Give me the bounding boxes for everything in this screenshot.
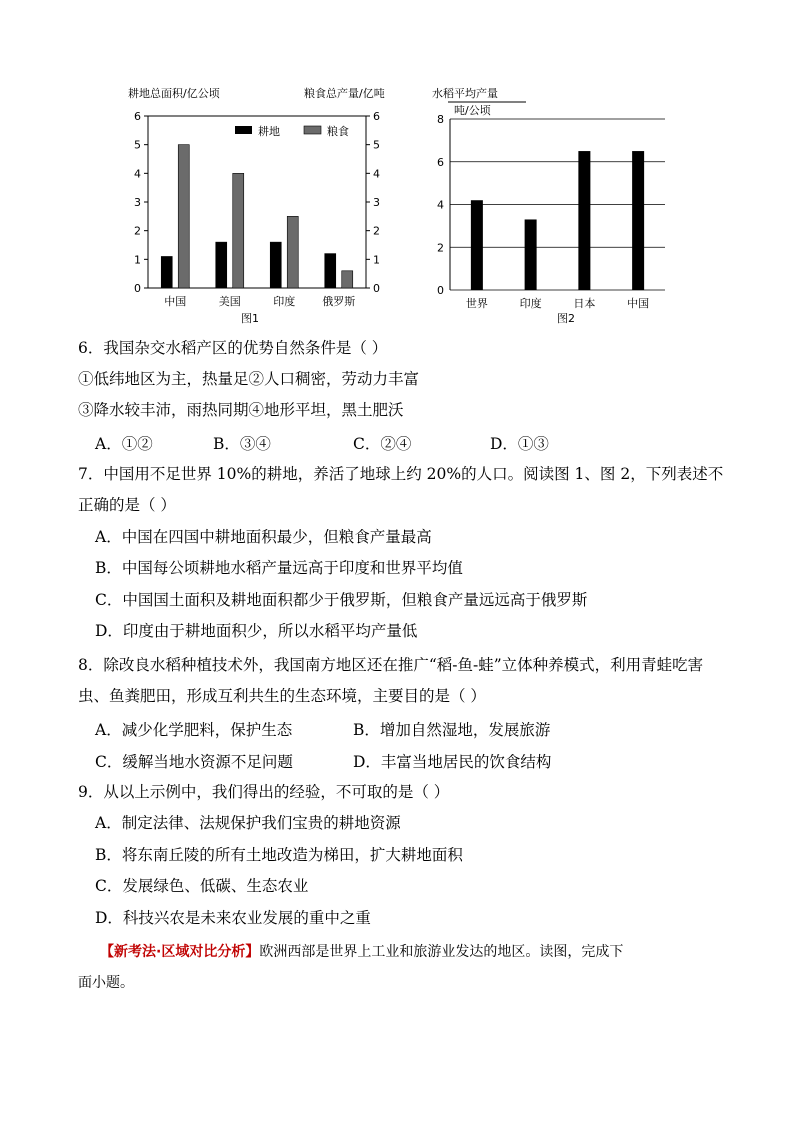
question-7-option-a: A．中国在四国中耕地面积最少，但粮食产量最高 — [95, 528, 432, 546]
category-label: 俄罗斯 — [322, 295, 356, 308]
left-axis-title: 耕地总面积/亿公顷 — [128, 87, 220, 100]
left-tick-label: 4 — [134, 167, 141, 181]
figure-caption-1: 图1 — [241, 312, 259, 325]
question-6-option-d: D．①③ — [490, 435, 549, 453]
left-tick-label: 2 — [134, 224, 141, 238]
y-tick-label: 8 — [437, 113, 444, 126]
section-tag: 【新考法·区域对比分析】 — [100, 944, 260, 960]
question-9-option-d: D．科技兴农是未来农业发展的重中之重 — [95, 909, 371, 927]
bar-farmland-2 — [270, 242, 281, 288]
question-8-option-b: B．增加自然湿地，发展旅游 — [353, 721, 551, 739]
question-6-option-b: B．③④ — [213, 435, 271, 453]
question-8-stem-line2: 虫、鱼粪肥田，形成互利共生的生态环境，主要目的是（ ） — [78, 687, 486, 705]
left-tick-label: 3 — [134, 196, 141, 209]
question-6-statement-line1: ①低纬地区为主，热量足②人口稠密，劳动力丰富 — [78, 370, 420, 388]
category-label: 美国 — [218, 295, 241, 308]
figure-caption-2: 图2 — [557, 312, 575, 325]
question-9-option-a: A．制定法律、法规保护我们宝贵的耕地资源 — [95, 814, 401, 832]
y-tick-label: 4 — [437, 198, 444, 212]
right-tick-label: 4 — [373, 167, 380, 181]
category-label: 世界 — [465, 297, 488, 310]
chart2-bars — [471, 151, 644, 290]
chart1-legend — [235, 124, 349, 138]
question-6-statement-line2: ③降水较丰沛，雨热同期④地形平坦，黑土肥沃 — [78, 401, 404, 419]
left-tick-label: 6 — [134, 110, 141, 123]
question-7-stem-line1: 7．中国用不足世界 10%的耕地，养活了地球上约 20%的人口。阅读图 1、图 2，下列表述不 — [78, 465, 724, 483]
question-6-option-c: C．②④ — [353, 435, 412, 453]
left-tick-label: 5 — [134, 138, 141, 152]
right-tick-label: 2 — [373, 224, 380, 238]
y-tick-label: 6 — [437, 155, 444, 169]
question-8-option-c: C．缓解当地水资源不足问题 — [95, 753, 293, 771]
bar-farmland-3 — [325, 254, 336, 288]
chart-figure-1 — [118, 78, 400, 328]
category-label: 日本 — [573, 297, 596, 310]
y-axis-title-line1: 水稻平均产量 — [432, 87, 498, 100]
question-7-option-d: D．印度由于耕地面积少，所以水稻平均产量低 — [95, 622, 418, 640]
question-7-stem-line2: 正确的是（ ） — [78, 496, 176, 514]
question-7-option-c: C．中国国土面积及耕地面积都少于俄罗斯，但粮食产量远远高于俄罗斯 — [95, 591, 588, 609]
bar-grain-3 — [342, 271, 353, 288]
right-tick-label: 5 — [373, 138, 380, 152]
section-intro-line1 — [100, 941, 623, 961]
legend-label-grain: 粮食 — [327, 125, 349, 138]
y-tick-label: 0 — [437, 284, 444, 297]
category-label: 印度 — [273, 295, 296, 308]
category-label: 中国 — [164, 295, 187, 308]
bar-grain-1 — [233, 173, 244, 288]
right-tick-label: 6 — [373, 110, 380, 123]
question-9-option-c: C．发展绿色、低碳、生态农业 — [95, 877, 309, 895]
category-label: 印度 — [519, 297, 542, 310]
bar-farmland-1 — [216, 242, 227, 288]
question-7-option-b: B．中国每公顷耕地水稻产量远高于印度和世界平均值 — [95, 559, 463, 577]
y-axis-title-line2: 吨/公顷 — [454, 104, 491, 117]
bar-rice-yield-2 — [578, 151, 590, 290]
section-intro-text: 欧洲西部是世界上工业和旅游业发达的地区。读图，完成下 — [259, 944, 624, 960]
legend-label-farmland: 耕地 — [258, 125, 280, 138]
bar-rice-yield-3 — [632, 151, 644, 290]
bar-rice-yield-0 — [471, 200, 483, 290]
question-6-option-a: A．①② — [95, 435, 153, 453]
legend-swatch-grain — [304, 126, 321, 134]
bar-rice-yield-1 — [525, 219, 537, 290]
left-tick-label: 1 — [134, 253, 141, 267]
question-8-option-a: A．减少化学肥料，保护生态 — [95, 721, 293, 739]
category-label: 中国 — [627, 297, 650, 310]
left-tick-label: 0 — [134, 282, 141, 295]
right-axis-title: 粮食总产量/亿吨 — [304, 87, 385, 100]
right-tick-label: 0 — [373, 282, 380, 295]
question-8-stem-line1: 8．除改良水稻种植技术外，我国南方地区还在推广“稻-鱼-蛙”立体种养模式，利用青蛙吃害 — [78, 656, 704, 674]
question-8-option-d: D．丰富当地居民的饮食结构 — [353, 753, 552, 771]
bar-grain-0 — [178, 145, 189, 288]
question-9-option-b: B．将东南丘陵的所有土地改造为梯田，扩大耕地面积 — [95, 846, 463, 864]
chart1-bars — [161, 145, 353, 288]
legend-swatch-farmland — [235, 126, 252, 134]
right-tick-label: 3 — [373, 196, 380, 209]
chart-figure-2 — [420, 78, 680, 328]
right-tick-label: 1 — [373, 253, 380, 267]
question-6-stem: 6．我国杂交水稻产区的优势自然条件是（ ） — [78, 339, 388, 357]
y-tick-label: 2 — [437, 241, 444, 255]
section-intro-line2: 面小题。 — [78, 975, 134, 991]
bar-farmland-0 — [161, 256, 172, 288]
bar-grain-2 — [287, 216, 298, 288]
question-9-stem: 9．从以上示例中，我们得出的经验，不可取的是（ ） — [78, 783, 450, 801]
